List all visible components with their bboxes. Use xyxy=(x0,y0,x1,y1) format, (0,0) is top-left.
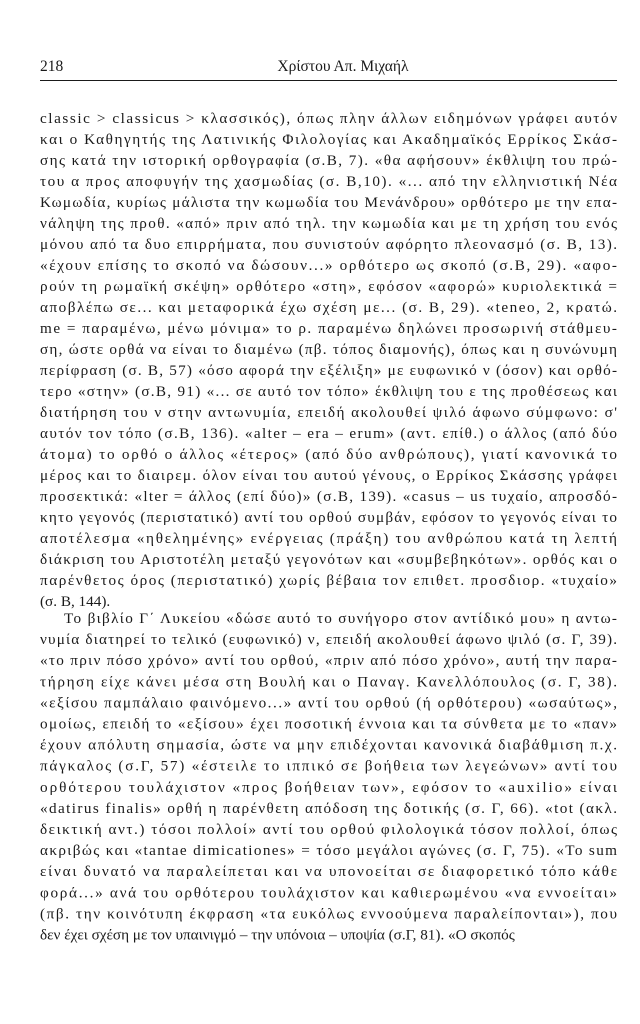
running-title: Χρίστου Απ. Μιχαήλ xyxy=(277,58,409,75)
text-line: είναι δυνατό να παραλείπεται και να υπονοείται σε διαφορετικό τόπο κάθε xyxy=(40,863,617,881)
text-line: και ο Καθηγητής της Λατινικής Φιλολογίας και Ακαδημαϊκός Ερρίκος Σκάσ- xyxy=(40,131,617,148)
text-line: νυμία διατηρεί το τελικό (ευφωνικό) ν, επειδή ακολουθεί άφωνο ψιλό (σ. Γ, 39). xyxy=(40,631,617,649)
text-line: κητο γεγονός (περιστατικό) αντί του ορθού συμβάν, εφόσον το γεγονός είναι το xyxy=(40,509,617,526)
text-line: me = παραμένω, μένω μόνιμα» το ρ. παραμένω δηλώνει προσωρινή στάθμευ- xyxy=(40,320,617,337)
text-line: «έχουν επίσης το σκοπό να δώσουν...» ορθότερο ως σκοπό (σ.Β, 29). «αφο- xyxy=(40,257,617,274)
text-line: άτομα) το ορθό ο άλλος «έτερος» (από δύο ανθρώπους), γιατί κανονικά το xyxy=(40,446,617,463)
text-line: νάληψη της προθ. «από» πριν από τηλ. την κωμωδία και με τη χρήση του ενός xyxy=(40,215,618,232)
text-line: τερο «στην» (σ.Β, 91) «... σε αυτό τον τόπο» έκθλιψη του ε της προθέσεως και xyxy=(40,383,617,400)
text-line: πάγκαλος (σ.Γ, 57) «έστειλε το ιππικό σε βοήθεια των λεγεώνων» αντί του xyxy=(40,757,617,775)
text-line: «datirus finalis» ορθή η παρένθετη απόδοση της δοτικής (σ. Γ, 66). «tot (ακλ. xyxy=(40,799,617,817)
text-line: «το πριν πόσο χρόνο» αντί του ορθού, «πριν από πόσο χρόνο», αυτή την παρα- xyxy=(40,652,617,670)
text-line: «εξίσου παμπάλαιο φαινόμενο...» αντί του ορθού (ή ορθότερου) «ωσαύτως», xyxy=(40,694,617,712)
text-line: αποβλέπω σε... και μεταφορικά έχω σχέση με... (σ. Β, 29). «teneo, 2, κρατώ. xyxy=(40,299,617,316)
text-line: μέρος και το διαιρεμ. όλον είναι του αυτού γένους, ο Ερρίκος Σκάσσης γράφει xyxy=(40,467,617,484)
text-line: παρένθετος όρος (περιστατικό) χωρίς βέβαια τον επιθετ. προσδιορ. «τυχαίο» xyxy=(40,572,617,589)
text-line: δεν έχει σχέση με τον υπαινιγμό – την υπόνοια – υποψία (σ.Γ, 81). «Ο σκοπός xyxy=(40,926,515,944)
text-line: διατήρηση του ν στην αντωνυμία, επειδή ακολουθεί ψιλό άφωνο σύμφωνο: σ' xyxy=(40,404,617,421)
text-line: φορά...» ανά του ορθότερου τουλάχιστον και καθιερωμένου «να εννοείται» xyxy=(40,884,617,902)
text-line: ρούν τη ρωμαϊκή σκέψη» ορθότερο «στη», εφόσον «αφορώ» κυριολεκτικά = xyxy=(40,278,617,295)
text-line: Κωμωδία, κυρίως μάλιστα την κωμωδία του Μενάνδρου» ορθότερο με την επα- xyxy=(40,194,617,211)
text-line: (πβ. την κοινότυπη έκφραση «τα ευκόλως εννοούμενα παραλείπονται»), που xyxy=(40,905,618,923)
text-line: ση, ώστε ορθά να είναι το διαμένω (πβ. τόπος διαμονής), όπως και η συνώνυμη xyxy=(40,341,617,358)
text-line: (σ. Β, 144). xyxy=(40,593,111,610)
text-line: μόνου από τα δυο επιρρήματα, που συνιστούν αφόρητο πλεονασμό (σ. Β, 13). xyxy=(40,236,618,253)
text-line: περίφραση (σ. Β, 57) «όσο αφορά την εξέλιξη» με ευφωνικό ν (όσον) και ορθό- xyxy=(40,362,617,379)
text-line: τήρηση είχε κάνει μέσα στη Βουλή και ο Παναγ. Κανελλόπουλος (σ. Γ, 38). xyxy=(40,673,617,691)
text-line: δεικτική αντ.) τόσοι πολλοί» αντί του ορθού φιλολογικά τόσον πολλοί, όπως xyxy=(40,821,618,838)
text-line: classic > classicus > κλασσικός), όπως πλην άλλων ειδημόνων γράφει αυτόν xyxy=(40,110,618,127)
text-line: έχουν απόλυτη σημασία, ώστε να μην επιδέχονται κανονικά διαβάθμιση π.χ. xyxy=(40,736,617,754)
text-line: Το βιβλίο Γ΄ Λυκείου «δώσε αυτό το συνήγορο στον αντίδικό μου» η αντω- xyxy=(64,610,617,627)
text-line: προσεκτικά: «lter = άλλος (επί δύο)» (σ.Β, 139). «casus – us τυχαίο, απροσδό- xyxy=(40,488,617,505)
text-line: σης κατά την ιστορική ορθογραφία (σ.Β, 7). «θα αφήσουν» έκθλιψη του πρώ- xyxy=(40,152,617,169)
page-number: 218 xyxy=(40,58,64,75)
text-line: διάκριση του Αριστοτέλη μεταξύ γεγονότων και «συμβεβηκότων». ορθός και ο xyxy=(40,551,617,568)
text-line: αυτόν τον τόπο (σ.Β, 136). «alter – era – erum» (αντ. επίθ.) ο άλλος (από δύο xyxy=(40,425,617,442)
text-line: αποτέλεσμα «ηθελημένης» ενέργειας (πράξη) του ανθρώπου κατά τη λεπτή xyxy=(40,530,617,547)
text-line: ομοίως, επειδή το «εξίσου» έχει ποσοτική έννοια και τα σύνθετα με το «παν» xyxy=(40,715,618,733)
text-line: ακριβώς και «tantae dimicationes» = τόσο μεγάλοι αγώνες (σ. Γ, 75). «Το sum xyxy=(40,842,618,860)
text-line: του α προς αποφυγήν της χασμωδίας (σ. Β,10). «... από την ελληνιστική Νέα xyxy=(40,173,618,190)
text-line: ορθότερου τουλάχιστον «προς βοήθειαν των», εφόσον το «auxilio» είναι xyxy=(40,778,617,796)
